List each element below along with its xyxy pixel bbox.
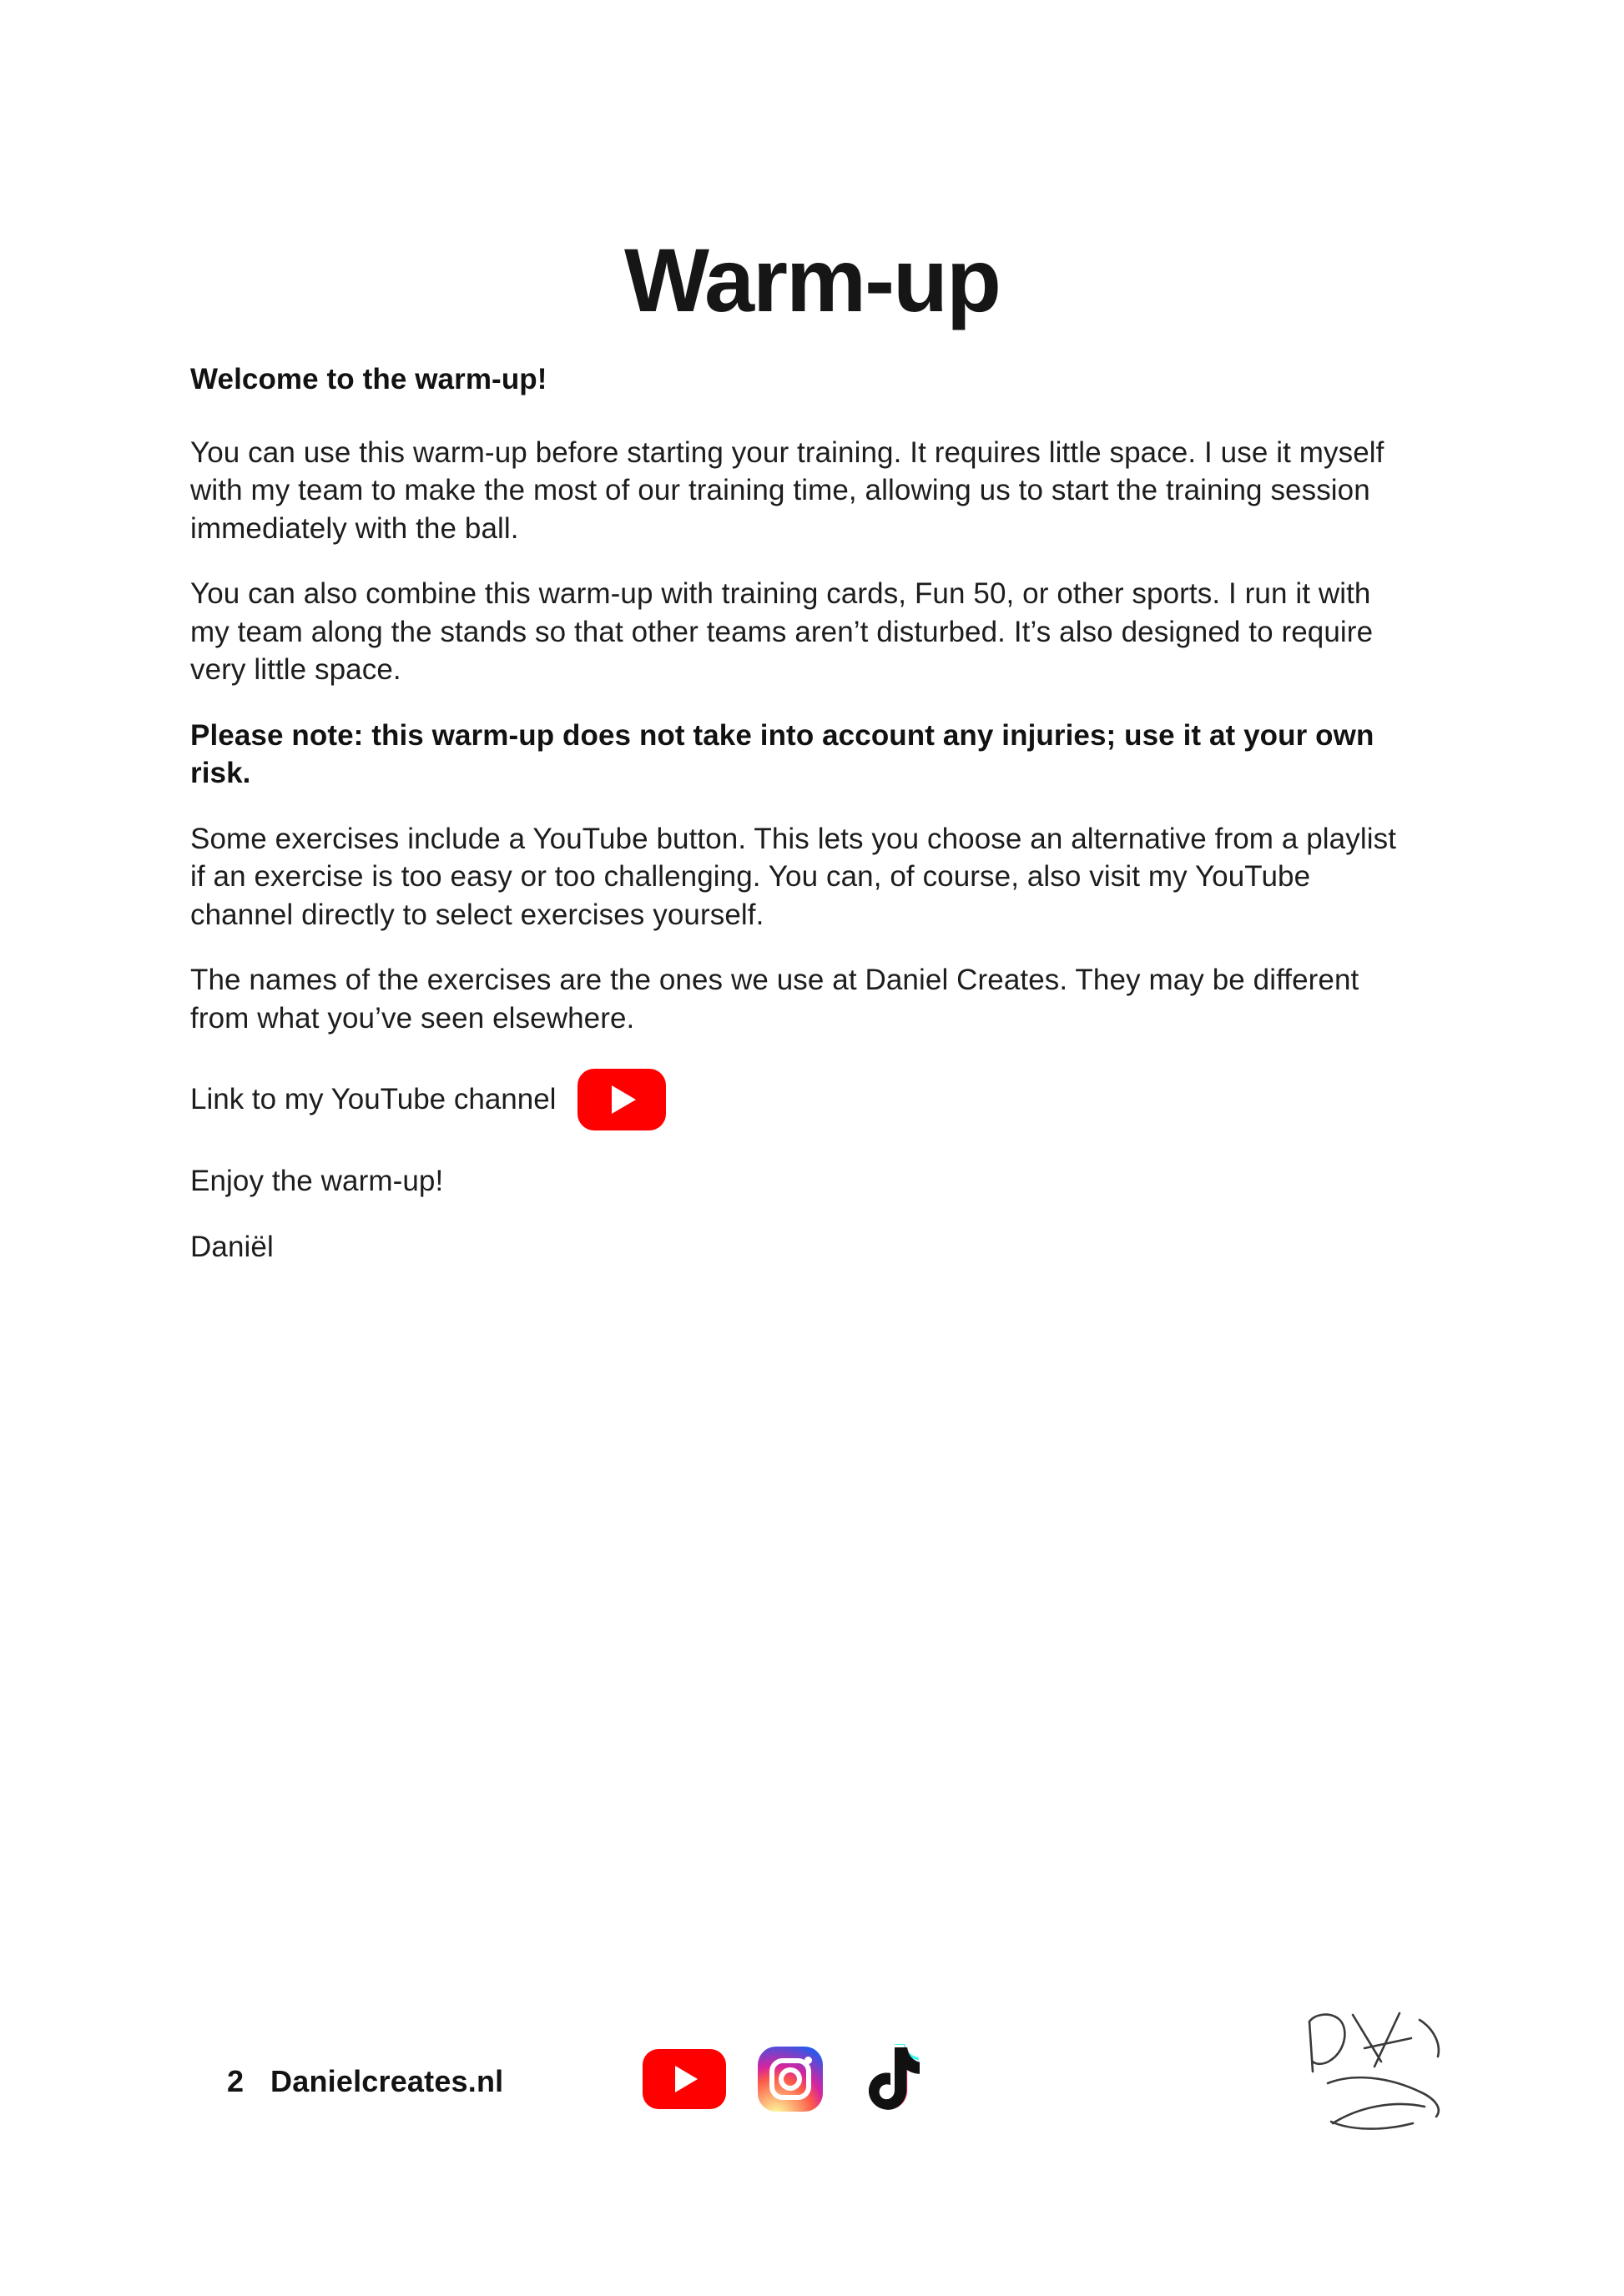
play-triangle-icon <box>612 1085 636 1114</box>
paragraph-welcome: Welcome to the warm-up! <box>190 363 547 395</box>
footer-branding <box>227 2064 503 2099</box>
youtube-play-button[interactable] <box>577 1069 666 1130</box>
youtube-channel-link-row <box>190 1069 1409 1130</box>
instagram-dot-shape <box>804 2057 812 2064</box>
paragraph-intro: You can use this warm-up before starting your training. It requires little space. I use it myself with my team to make the most of our training time, allowing us to start the training session immediately with the ball. <box>190 436 1384 545</box>
instagram-icon[interactable] <box>758 2047 823 2112</box>
site-name: Danielcreates.nl <box>270 2064 504 2098</box>
tiktok-icon[interactable] <box>855 2044 920 2114</box>
paragraph-enjoy: Enjoy the warm-up! <box>190 1165 444 1197</box>
youtube-icon[interactable] <box>643 2049 726 2109</box>
paragraph-note: Please note: this warm-up does not take into account any injuries; use it at your own risk. <box>190 718 1374 789</box>
page-footer <box>0 2036 1624 2178</box>
youtube-link-label: Link to my YouTube channel <box>190 1083 557 1116</box>
page-title: Warm-up <box>624 229 1000 331</box>
document-body <box>190 360 1409 1293</box>
instagram-lens-shape <box>779 2067 802 2091</box>
paragraph-combine: You can also combine this warm-up with training cards, Fun 50, or other sports. I run it with my team along the stands so that other teams aren’t disturbed. It’s also designed to require very little space. <box>190 577 1374 686</box>
paragraph-signoff: Daniël <box>190 1230 274 1263</box>
paragraph-naming: The names of the exercises are the ones we use at Daniel Creates. They may be different from what you’ve seen elsewhere. <box>190 964 1359 1035</box>
page-number: 2 <box>227 2064 245 2098</box>
social-links <box>643 2044 920 2114</box>
paragraph-youtube-info: Some exercises include a YouTube button. This lets you choose an alternative from a playlist if an exercise is too easy or too challenging. You can, of course, also visit my YouTube channel directly to select exercises yourself. <box>190 822 1397 931</box>
signature-mark <box>1294 1990 1486 2157</box>
play-triangle-icon <box>675 2066 698 2092</box>
